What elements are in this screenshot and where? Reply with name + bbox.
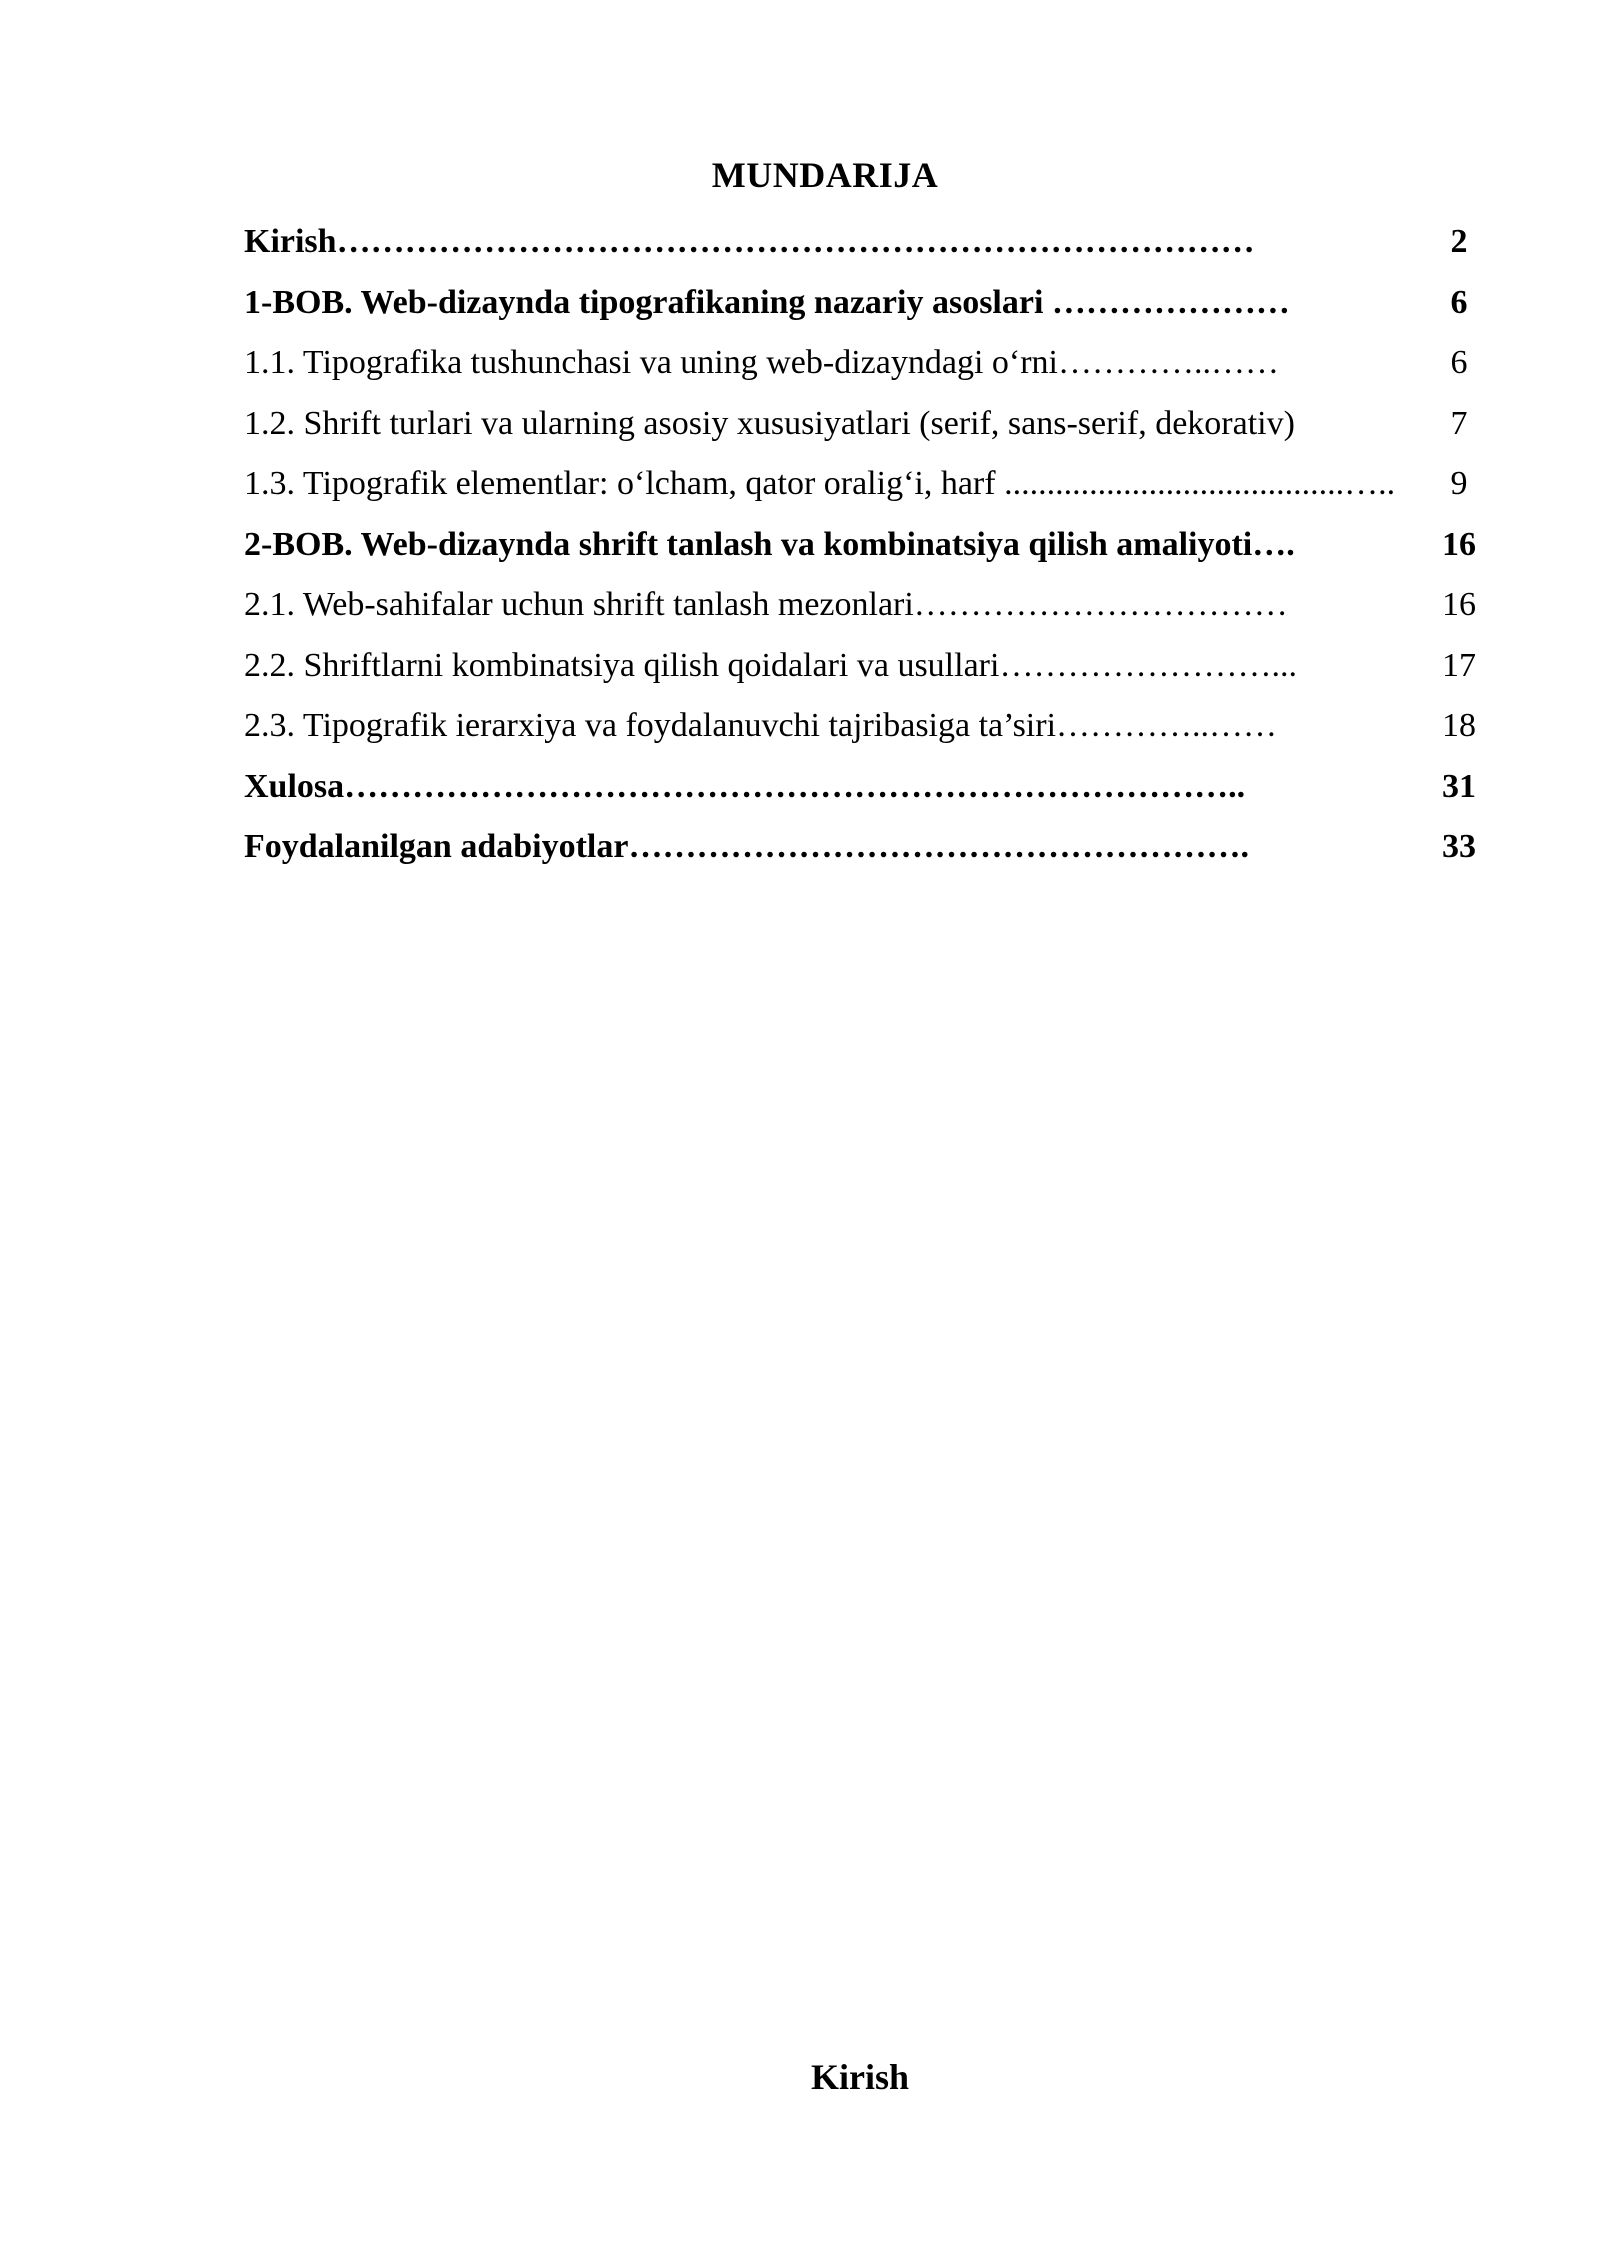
toc-entry-text: Kirish……………………………………………………………………… — [244, 223, 1255, 260]
toc-entry-text: 1.2. Shrift turlari va ularning asosiy xususiyatlari (serif, sans-serif, dekorativ) — [244, 404, 1295, 442]
toc-entry-kirish[interactable] — [244, 212, 1484, 273]
toc-entry-page-number: 7 — [1450, 404, 1468, 442]
toc-entry-page-number: 6 — [1450, 344, 1468, 381]
toc-entry-section-2-1[interactable] — [244, 575, 1484, 636]
toc-entry-page-number: 9 — [1450, 465, 1468, 502]
toc-entry-section-2-2[interactable] — [244, 636, 1484, 697]
toc-entry-chapter-1[interactable] — [244, 273, 1484, 334]
toc-entry-page-number: 6 — [1450, 283, 1468, 321]
toc-entry-text: 2-BOB. Web-dizaynda shrift tanlash va kombinatsiya qilish amaliyoti…. — [244, 525, 1295, 563]
toc-entry-text: 1.3. Tipografik elementlar: o‘lcham, qator oralig‘i, harf ........................................….. — [244, 465, 1396, 502]
toc-entry-text: 2.1. Web-sahifalar uchun shrift tanlash mezonlari…………………………… — [244, 586, 1288, 623]
toc-entry-text: 1.1. Tipografika tushunchasi va uning web-dizayndagi o‘rni…………..…… — [244, 344, 1279, 381]
toc-entry-section-1-2[interactable] — [244, 394, 1484, 455]
toc-entry-text: 1-BOB. Web-dizaynda tipografikaning nazariy asoslari ………………… — [244, 283, 1290, 321]
toc-entry-chapter-2[interactable] — [244, 515, 1484, 576]
toc-entry-text: 2.2. Shriftlarni kombinatsiya qilish qoidalari va usullari……………………... — [244, 646, 1297, 684]
toc-entry-text: 2.3. Tipografik ierarxiya va foydalanuvchi tajribasiga ta’siri…………..…… — [244, 707, 1278, 744]
toc-entry-section-1-1[interactable] — [244, 333, 1484, 394]
section-heading-kirish: Kirish — [810, 2057, 909, 2097]
table-of-contents — [244, 212, 1484, 878]
toc-entry-section-2-3[interactable] — [244, 696, 1484, 757]
toc-entry-page-number: 18 — [1442, 707, 1476, 744]
toc-entry-references[interactable] — [244, 817, 1484, 878]
toc-entry-text: Foydalanilgan adabiyotlar………………………………………………. — [244, 828, 1249, 865]
toc-entry-page-number: 31 — [1442, 767, 1476, 805]
toc-entry-text: Xulosa…………………………………………………………………….. — [244, 767, 1246, 805]
toc-entry-page-number: 16 — [1442, 586, 1476, 623]
toc-title: MUNDARIJA — [711, 155, 939, 195]
toc-entry-page-number: 16 — [1442, 525, 1476, 563]
toc-entry-page-number: 17 — [1442, 646, 1476, 684]
toc-entry-page-number: 33 — [1442, 828, 1476, 865]
toc-entry-xulosa[interactable] — [244, 757, 1484, 818]
toc-entry-page-number: 2 — [1450, 223, 1468, 260]
toc-entry-section-1-3[interactable] — [244, 454, 1484, 515]
